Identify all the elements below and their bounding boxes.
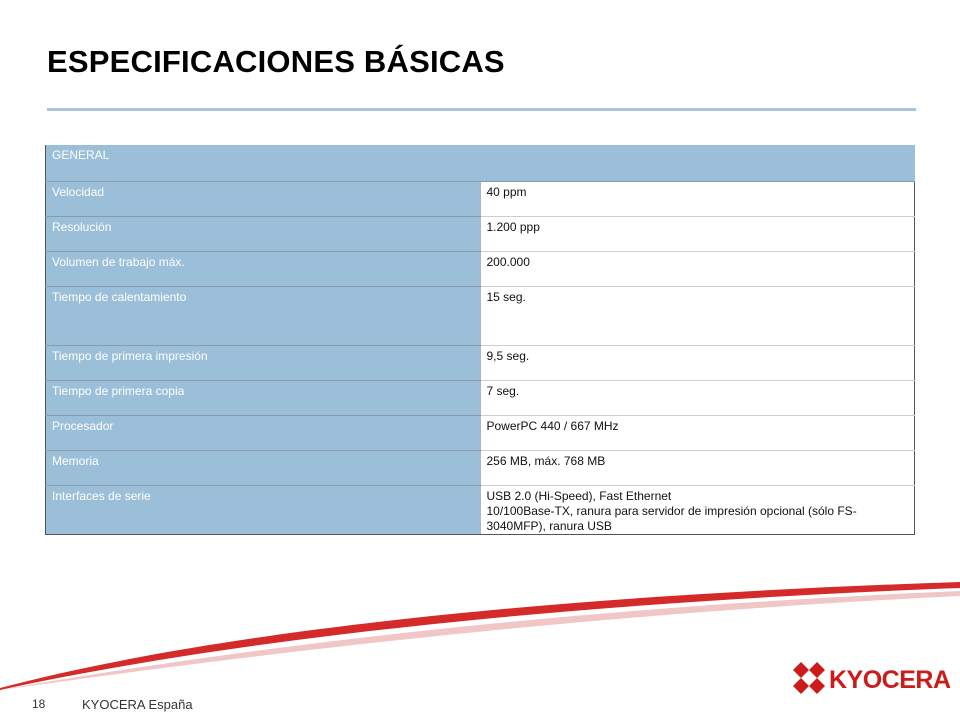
specs-table (45, 145, 915, 535)
spec-label: Procesador (46, 416, 481, 451)
table-row (46, 346, 915, 381)
spec-label: Tiempo de primera copia (46, 381, 481, 416)
spec-value-line: 10/100Base-TX, ranura para servidor de impresión opcional (sólo FS- (486, 504, 857, 518)
spec-value: 40 ppm (480, 182, 915, 217)
spec-value-line: 3040MFP), ranura USB (486, 519, 612, 533)
spec-value: 7 seg. (480, 381, 915, 416)
table-row (46, 217, 915, 252)
kyocera-logo (792, 661, 951, 695)
spec-value: 256 MB, máx. 768 MB (480, 451, 915, 486)
page-number: 18 (32, 697, 46, 711)
spec-value: 1.200 ppp (480, 217, 915, 252)
spec-value-multiline (480, 486, 915, 535)
table-header-row (46, 145, 915, 182)
logo-text: KYOCERA (829, 666, 951, 694)
table-row (46, 182, 915, 217)
table-header-general: GENERAL (46, 145, 915, 182)
slide-title: ESPECIFICACIONES BÁSICAS (47, 44, 505, 79)
table-row (46, 381, 915, 416)
spec-value: 15 seg. (480, 287, 915, 346)
spec-value: PowerPC 440 / 667 MHz (480, 416, 915, 451)
spec-label: Resolución (46, 217, 481, 252)
table-row (46, 252, 915, 287)
spec-label: Tiempo de calentamiento (46, 287, 481, 346)
spec-label: Volumen de trabajo máx. (46, 252, 481, 287)
spec-value: 200.000 (480, 252, 915, 287)
table-row (46, 451, 915, 486)
spec-label: Interfaces de serie (46, 486, 481, 535)
spec-value: 9,5 seg. (480, 346, 915, 381)
title-underline (47, 108, 916, 111)
spec-label: Velocidad (46, 182, 481, 217)
table-row (46, 486, 915, 535)
table-row (46, 287, 915, 346)
spec-label: Tiempo de primera impresión (46, 346, 481, 381)
spec-label: Memoria (46, 451, 481, 486)
table-row (46, 416, 915, 451)
spec-value-line: USB 2.0 (Hi-Speed), Fast Ethernet (486, 489, 672, 503)
footer-company: KYOCERA España (82, 697, 193, 712)
